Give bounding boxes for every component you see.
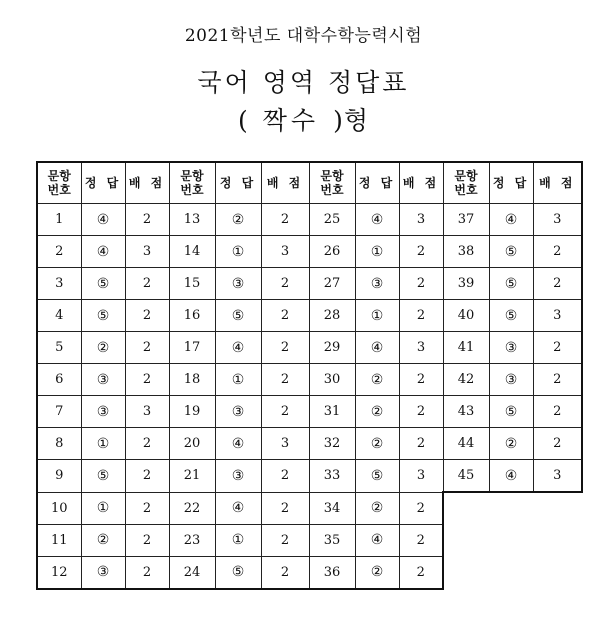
points-cell: 2	[261, 332, 309, 364]
answer-cell: ⑤	[81, 460, 125, 493]
column-header-number-line: 번호	[180, 183, 204, 197]
answer-cell: ④	[81, 236, 125, 268]
answer-cell: ④	[215, 492, 261, 524]
points-cell: 3	[399, 460, 443, 493]
answer-cell: ④	[355, 204, 399, 236]
question-number-cell: 27	[309, 268, 355, 300]
answer-cell: ⑤	[489, 300, 533, 332]
answer-cell: ③	[215, 460, 261, 493]
answer-cell: ③	[81, 556, 125, 589]
column-header-number-line: 문항	[320, 169, 344, 183]
question-number-cell: 33	[309, 460, 355, 493]
table-row	[37, 236, 582, 268]
table-row	[37, 204, 582, 236]
question-number-cell: 41	[443, 332, 489, 364]
table-row	[37, 268, 582, 300]
column-header-answer: 정 답	[81, 162, 125, 204]
points-cell: 2	[125, 428, 169, 460]
answer-cell: ③	[489, 332, 533, 364]
column-header-number-line: 번호	[454, 183, 478, 197]
answer-cell: ④	[81, 204, 125, 236]
column-header-points: 배 점	[399, 162, 443, 204]
question-number-cell: 22	[169, 492, 215, 524]
column-header-points: 배 점	[261, 162, 309, 204]
column-header-number-line: 문항	[454, 169, 478, 183]
answer-cell: ①	[215, 364, 261, 396]
answer-cell: ①	[215, 236, 261, 268]
points-cell: 2	[125, 268, 169, 300]
question-number-cell: 13	[169, 204, 215, 236]
question-number-cell: 44	[443, 428, 489, 460]
points-cell: 2	[261, 364, 309, 396]
points-cell: 3	[533, 300, 582, 332]
column-header-answer: 정 답	[355, 162, 399, 204]
answer-cell: ②	[489, 428, 533, 460]
answer-cell: ②	[81, 332, 125, 364]
form-type-word: 짝수	[262, 106, 320, 135]
points-cell: 3	[399, 204, 443, 236]
question-number-cell: 2	[37, 236, 81, 268]
answer-cell: ①	[81, 492, 125, 524]
points-cell: 2	[125, 556, 169, 589]
answer-cell: ④	[489, 204, 533, 236]
answer-cell: ⑤	[215, 556, 261, 589]
points-cell: 2	[261, 268, 309, 300]
question-number-cell: 6	[37, 364, 81, 396]
question-number-cell: 17	[169, 332, 215, 364]
question-number-cell: 14	[169, 236, 215, 268]
answer-cell: ④	[355, 524, 399, 556]
points-cell: 3	[261, 236, 309, 268]
empty-cell	[443, 492, 582, 524]
column-header-number	[169, 162, 215, 204]
question-number-cell: 11	[37, 524, 81, 556]
points-cell: 2	[399, 396, 443, 428]
question-number-cell: 4	[37, 300, 81, 332]
answer-cell: ④	[355, 332, 399, 364]
answer-cell: ⑤	[489, 236, 533, 268]
question-number-cell: 7	[37, 396, 81, 428]
answer-cell: ③	[215, 268, 261, 300]
points-cell: 2	[261, 492, 309, 524]
question-number-cell: 26	[309, 236, 355, 268]
column-header-answer: 정 답	[215, 162, 261, 204]
question-number-cell: 21	[169, 460, 215, 493]
question-number-cell: 19	[169, 396, 215, 428]
column-header-number-line: 번호	[320, 183, 344, 197]
answer-cell: ③	[489, 364, 533, 396]
question-number-cell: 29	[309, 332, 355, 364]
table-row	[37, 364, 582, 396]
points-cell: 2	[533, 332, 582, 364]
question-number-cell: 32	[309, 428, 355, 460]
table-row	[37, 460, 582, 493]
question-number-cell: 45	[443, 460, 489, 493]
exam-title: 2021학년도 대학수학능력시험	[184, 26, 423, 46]
points-cell: 3	[125, 396, 169, 428]
answer-cell: ③	[355, 268, 399, 300]
answer-cell: ①	[355, 300, 399, 332]
question-number-cell: 20	[169, 428, 215, 460]
question-number-cell: 8	[37, 428, 81, 460]
points-cell: 3	[399, 332, 443, 364]
question-number-cell: 34	[309, 492, 355, 524]
question-number-cell: 40	[443, 300, 489, 332]
question-number-cell: 24	[169, 556, 215, 589]
header-row	[37, 162, 582, 204]
points-cell: 2	[125, 204, 169, 236]
question-number-cell: 37	[443, 204, 489, 236]
points-cell: 2	[399, 268, 443, 300]
answer-cell: ⑤	[489, 268, 533, 300]
column-header-number	[443, 162, 489, 204]
points-cell: 2	[261, 460, 309, 493]
table-row	[37, 332, 582, 364]
question-number-cell: 39	[443, 268, 489, 300]
points-cell: 2	[399, 300, 443, 332]
question-number-cell: 36	[309, 556, 355, 589]
question-number-cell: 12	[37, 556, 81, 589]
points-cell: 3	[533, 204, 582, 236]
points-cell: 2	[399, 492, 443, 524]
question-number-cell: 35	[309, 524, 355, 556]
answer-cell: ②	[355, 364, 399, 396]
column-header-number	[309, 162, 355, 204]
points-cell: 2	[533, 428, 582, 460]
points-cell: 2	[125, 492, 169, 524]
points-cell: 2	[533, 396, 582, 428]
question-number-cell: 18	[169, 364, 215, 396]
points-cell: 2	[261, 300, 309, 332]
table-row	[37, 396, 582, 428]
question-number-cell: 16	[169, 300, 215, 332]
question-number-cell: 42	[443, 364, 489, 396]
points-cell: 3	[125, 236, 169, 268]
empty-cell	[443, 524, 582, 556]
answer-cell: ⑤	[355, 460, 399, 493]
points-cell: 2	[261, 556, 309, 589]
answer-cell: ④	[489, 460, 533, 493]
points-cell: 2	[399, 556, 443, 589]
question-number-cell: 10	[37, 492, 81, 524]
table-row	[37, 524, 582, 556]
answer-cell: ③	[81, 364, 125, 396]
column-header-points: 배 점	[125, 162, 169, 204]
answer-cell: ②	[355, 556, 399, 589]
points-cell: 2	[399, 428, 443, 460]
column-header-points: 배 점	[533, 162, 582, 204]
points-cell: 2	[533, 236, 582, 268]
table-row	[37, 428, 582, 460]
column-header-number-line: 번호	[47, 183, 71, 197]
points-cell: 2	[399, 236, 443, 268]
answer-cell: ②	[355, 428, 399, 460]
question-number-cell: 38	[443, 236, 489, 268]
points-cell: 2	[399, 364, 443, 396]
points-cell: 2	[125, 364, 169, 396]
points-cell: 2	[261, 396, 309, 428]
points-cell: 2	[399, 524, 443, 556]
points-cell: 2	[533, 364, 582, 396]
answer-cell: ③	[215, 396, 261, 428]
answer-cell: ②	[355, 492, 399, 524]
points-cell: 2	[261, 204, 309, 236]
points-cell: 2	[125, 332, 169, 364]
question-number-cell: 25	[309, 204, 355, 236]
question-number-cell: 3	[37, 268, 81, 300]
answer-cell: ⑤	[215, 300, 261, 332]
points-cell: 2	[125, 524, 169, 556]
form-type-label	[0, 101, 607, 137]
answer-cell: ①	[81, 428, 125, 460]
question-number-cell: 1	[37, 204, 81, 236]
answer-cell: ①	[215, 524, 261, 556]
answer-cell: ⑤	[81, 300, 125, 332]
points-cell: 2	[261, 524, 309, 556]
table-row	[37, 492, 582, 524]
answer-cell: ⑤	[489, 396, 533, 428]
table-row	[37, 556, 582, 589]
answer-cell: ①	[355, 236, 399, 268]
points-cell: 2	[125, 460, 169, 493]
question-number-cell: 43	[443, 396, 489, 428]
table-row	[37, 300, 582, 332]
answer-cell: ②	[355, 396, 399, 428]
empty-cell	[443, 556, 582, 589]
form-type-close-paren: )형	[333, 106, 369, 135]
column-header-answer: 정 답	[489, 162, 533, 204]
answer-cell: ②	[215, 204, 261, 236]
answer-cell: ③	[81, 396, 125, 428]
points-cell: 2	[125, 300, 169, 332]
question-number-cell: 23	[169, 524, 215, 556]
answer-key-table	[36, 161, 583, 590]
question-number-cell: 15	[169, 268, 215, 300]
points-cell: 3	[261, 428, 309, 460]
question-number-cell: 5	[37, 332, 81, 364]
column-header-number	[37, 162, 81, 204]
points-cell: 3	[533, 460, 582, 493]
question-number-cell: 30	[309, 364, 355, 396]
answer-cell: ④	[215, 428, 261, 460]
column-header-number-line: 문항	[180, 169, 204, 183]
answer-cell: ②	[81, 524, 125, 556]
subject-title: 국어 영역 정답표	[197, 68, 410, 97]
question-number-cell: 28	[309, 300, 355, 332]
answer-cell: ④	[215, 332, 261, 364]
answer-cell: ⑤	[81, 268, 125, 300]
form-type-open-paren: (	[238, 106, 249, 135]
points-cell: 2	[533, 268, 582, 300]
question-number-cell: 9	[37, 460, 81, 493]
question-number-cell: 31	[309, 396, 355, 428]
column-header-number-line: 문항	[47, 169, 71, 183]
